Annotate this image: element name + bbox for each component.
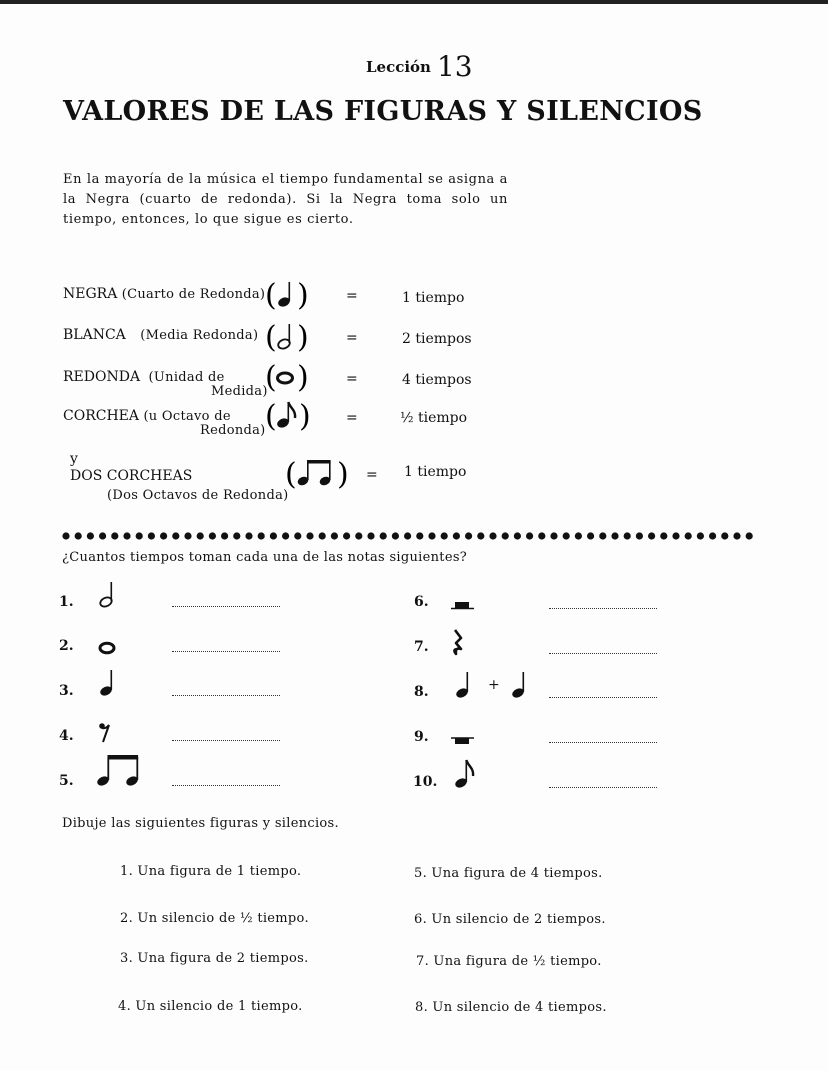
separator-dot [233,532,240,539]
half-note-icon [265,320,309,358]
separator-dot [245,532,252,539]
value-row-corchea [63,408,231,424]
separator-dot [294,532,301,539]
separator-dot [477,532,484,539]
separator-dot [184,532,191,539]
equals-sign: = [346,371,358,387]
separator-dot [587,532,594,539]
separator-dot [526,532,533,539]
separator-dot [672,532,679,539]
separator-dot [428,532,435,539]
note-desc: (Media Redonda) [140,328,259,343]
equals-sign: = [346,330,358,346]
separator-dot [331,532,338,539]
note-name: DOS CORCHEAS [70,468,193,484]
separator-dot [209,532,216,539]
note-value: 1 tiempo [404,464,467,480]
answer-blank[interactable] [549,652,657,654]
separator-dot [746,532,753,539]
separator-dot [685,532,692,539]
exercise-number: 8. [414,684,429,700]
lesson-heading [366,50,473,83]
note-name: NEGRA [63,286,118,302]
svg-text:): ) [337,457,349,492]
note-name: REDONDA [63,369,141,385]
separator-dot [380,532,387,539]
beamed-eighths-icon [285,455,351,495]
separator-dot [404,532,411,539]
svg-text:): ) [297,360,309,395]
note-name: CORCHEA [63,408,139,424]
answer-blank[interactable] [549,741,657,743]
svg-text:(: ( [265,320,277,355]
answer-blank[interactable] [172,605,280,607]
separator-dot [721,532,728,539]
equals-sign: = [346,410,358,426]
task-item: 3. Una figura de 2 tiempos. [120,951,309,966]
separator-dot [392,532,399,539]
separator-dot [99,532,106,539]
separator-dot [282,532,289,539]
separator-dot [441,532,448,539]
note-value: 4 tiempos [402,372,472,388]
separator-dot [87,532,94,539]
beamed-eighths-icon [95,753,145,791]
connector-y: y [70,451,78,467]
eighth-note-icon [265,397,315,437]
eighth-rest-icon [98,722,114,748]
note-desc: (Cuarto de Redonda) [121,287,266,302]
separator-dot [197,532,204,539]
separator-dot [148,532,155,539]
intro-paragraph: En la mayoría de la música el tiempo fundamental se asigna a la Negra (cuarto de redonda). Si la Negra toma solo un tiempo, entonces, lo que sigue es cierto. [63,172,508,227]
task-item: 4. Un silencio de 1 tiempo. [118,999,303,1014]
separator-dot [258,532,265,539]
separator-dot [62,532,69,539]
answer-blank[interactable] [549,696,657,698]
eighth-note-icon [453,756,477,794]
whole-rest-icon [450,733,476,752]
separator-dot [624,532,631,539]
separator-dot [611,532,618,539]
svg-text:(: ( [265,360,277,395]
task-item: 7. Una figura de ½ tiempo. [416,954,602,969]
task-item: 5. Una figura de 4 tiempos. [414,866,603,881]
separator-dot [343,532,350,539]
separator-dot [648,532,655,539]
separator-dot [563,532,570,539]
separator-dot [489,532,496,539]
exercise-number: 7. [414,639,429,655]
note-value: ½ tiempo [400,410,468,426]
task-item: 2. Un silencio de ½ tiempo. [120,911,309,926]
svg-text:): ) [297,320,309,355]
lesson-number: 13 [436,50,473,83]
separator-dot [123,532,130,539]
answer-blank[interactable] [172,739,280,741]
plus-sign: + [488,677,500,693]
lesson-label: Lección [366,58,431,76]
note-name: BLANCA [63,327,126,343]
separator-dot [599,532,606,539]
value-row-blanca [63,327,258,343]
top-border [0,0,828,4]
separator-dot [465,532,472,539]
separator-dot [575,532,582,539]
separator-dot [136,532,143,539]
separator-dot [514,532,521,539]
separator-dot [160,532,167,539]
equals-sign: = [346,288,358,304]
separator-dot [111,532,118,539]
svg-text:(: ( [265,399,277,434]
separator-dot [306,532,313,539]
task-item: 6. Un silencio de 2 tiempos. [414,912,606,927]
exercise-number: 10. [413,774,438,790]
answer-blank[interactable] [549,786,657,788]
separator-dot [75,532,82,539]
half-rest-icon [450,598,476,617]
separator-dot [502,532,509,539]
separator-dot [367,532,374,539]
separator-dot [355,532,362,539]
separator-dot [270,532,277,539]
whole-note-icon [265,360,309,398]
separator-dot [550,532,557,539]
separator-dot [636,532,643,539]
note-desc: (Dos Octavos de Redonda) [107,488,289,503]
half-note-icon [98,580,118,614]
svg-text:): ) [299,399,311,434]
separator-dot [660,532,667,539]
exercise-number: 1. [59,594,74,610]
svg-text:(: ( [265,278,277,313]
page-title: VALORES DE LAS FIGURAS Y SILENCIOS [63,96,703,127]
equals-sign: = [366,467,378,483]
instruction-text: Dibuje las siguientes figuras y silencios. [62,816,339,831]
task-item: 8. Un silencio de 4 tiempos. [415,1000,607,1015]
separator-dot [697,532,704,539]
note-desc: (Unidad de [148,370,225,385]
note-value: 1 tiempo [402,290,465,306]
question-text: ¿Cuantos tiempos toman cada una de las notas siguientes? [62,550,468,565]
note-desc-cont: Medida) [211,384,268,399]
separator-dot [538,532,545,539]
separator-dot [709,532,716,539]
exercise-number: 6. [414,594,429,610]
answer-blank[interactable] [549,607,657,609]
value-row-negra [63,286,265,302]
separator-dot [221,532,228,539]
whole-note-icon [98,640,120,659]
separator-dot [416,532,423,539]
separator-dot [733,532,740,539]
answer-blank[interactable] [172,650,280,652]
exercise-number: 3. [59,683,74,699]
note-desc: (u Octavo de [143,409,231,424]
quarter-note-icon [265,278,309,316]
exercise-number: 2. [59,638,74,654]
exercise-number: 4. [59,728,74,744]
task-item: 1. Una figura de 1 tiempo. [120,864,302,879]
note-value: 2 tiempos [402,331,472,347]
separator-dot [172,532,179,539]
note-desc-cont: Redonda) [200,423,266,438]
value-row-redonda [63,369,225,385]
separator-dot [453,532,460,539]
answer-blank[interactable] [172,694,280,696]
quarter-note-icon [98,668,118,702]
svg-text:): ) [297,278,309,313]
exercise-number: 9. [414,729,429,745]
exercise-number: 5. [59,773,74,789]
quarter-rest-icon [450,628,466,664]
separator-dot [319,532,326,539]
answer-blank[interactable] [172,784,280,786]
svg-text:(: ( [285,457,297,492]
dotted-separator [62,528,762,542]
